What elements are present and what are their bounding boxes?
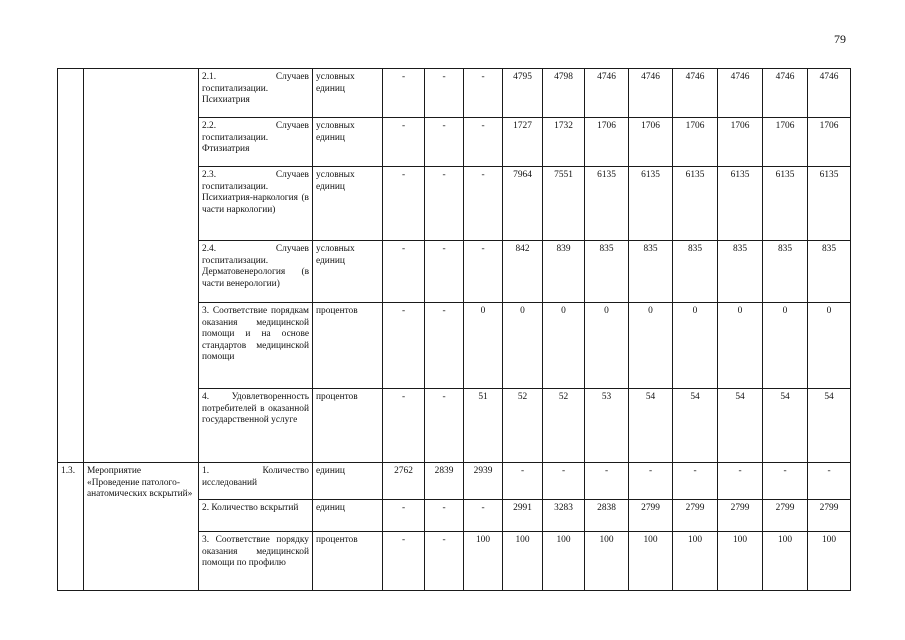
indicator-cell: 2.3. Случаев госпитализации. Психиатрия-наркология (в части наркологии): [199, 167, 313, 241]
value-cell: 6135: [629, 167, 673, 241]
value-cell: -: [425, 303, 464, 389]
value-cell: 2799: [808, 500, 851, 532]
value-cell: 4746: [629, 69, 673, 118]
value-cell: -: [464, 500, 503, 532]
value-cell: 6135: [585, 167, 629, 241]
value-cell: 1706: [808, 118, 851, 167]
value-cell: 835: [585, 241, 629, 303]
value-cell: 4746: [718, 69, 763, 118]
value-cell: 0: [808, 303, 851, 389]
value-cell: 7964: [503, 167, 543, 241]
unit-cell: условных единиц: [313, 167, 383, 241]
indicator-cell: 2.4. Случаев госпитализации. Дерматовенерология (в части венерологии): [199, 241, 313, 303]
value-cell: 4746: [673, 69, 718, 118]
value-cell: 835: [718, 241, 763, 303]
value-cell: 0: [543, 303, 585, 389]
value-cell: 1706: [763, 118, 808, 167]
unit-cell: процентов: [313, 532, 383, 591]
value-cell: 100: [543, 532, 585, 591]
value-cell: 4746: [585, 69, 629, 118]
unit-cell: условных единиц: [313, 69, 383, 118]
value-cell: 835: [763, 241, 808, 303]
unit-cell: единиц: [313, 463, 383, 500]
value-cell: 54: [673, 389, 718, 463]
value-cell: 2991: [503, 500, 543, 532]
unit-cell: условных единиц: [313, 241, 383, 303]
value-cell: -: [629, 463, 673, 500]
value-cell: 0: [629, 303, 673, 389]
value-cell: 0: [585, 303, 629, 389]
value-cell: 1727: [503, 118, 543, 167]
value-cell: -: [425, 167, 464, 241]
value-cell: -: [383, 532, 425, 591]
value-cell: 52: [543, 389, 585, 463]
unit-cell: единиц: [313, 500, 383, 532]
value-cell: 1706: [629, 118, 673, 167]
value-cell: 51: [464, 389, 503, 463]
value-cell: 835: [673, 241, 718, 303]
value-cell: 4746: [763, 69, 808, 118]
value-cell: 54: [808, 389, 851, 463]
value-cell: 4798: [543, 69, 585, 118]
value-cell: -: [425, 69, 464, 118]
value-cell: -: [383, 389, 425, 463]
value-cell: 100: [464, 532, 503, 591]
value-cell: -: [383, 500, 425, 532]
value-cell: 52: [503, 389, 543, 463]
value-cell: 0: [718, 303, 763, 389]
value-cell: 54: [629, 389, 673, 463]
value-cell: 54: [718, 389, 763, 463]
value-cell: -: [383, 118, 425, 167]
value-cell: -: [808, 463, 851, 500]
indicator-cell: 3. Соответствие порядкам оказания медицинской помощи и на основе стандартов медицинской помощи: [199, 303, 313, 389]
value-cell: 842: [503, 241, 543, 303]
unit-cell: процентов: [313, 303, 383, 389]
value-cell: 1706: [718, 118, 763, 167]
value-cell: -: [464, 69, 503, 118]
value-cell: 2799: [763, 500, 808, 532]
value-cell: 0: [503, 303, 543, 389]
value-cell: 839: [543, 241, 585, 303]
value-cell: 100: [718, 532, 763, 591]
value-cell: 2839: [425, 463, 464, 500]
indicator-cell: 2.1. Случаев госпитализации. Психиатрия: [199, 69, 313, 118]
value-cell: 6135: [718, 167, 763, 241]
value-cell: -: [383, 167, 425, 241]
value-cell: -: [425, 500, 464, 532]
value-cell: 2799: [629, 500, 673, 532]
value-cell: 6135: [808, 167, 851, 241]
value-cell: 7551: [543, 167, 585, 241]
value-cell: -: [718, 463, 763, 500]
page-number: 79: [834, 32, 846, 46]
value-cell: 100: [503, 532, 543, 591]
value-cell: -: [383, 303, 425, 389]
value-cell: 1732: [543, 118, 585, 167]
value-cell: 1706: [585, 118, 629, 167]
value-cell: -: [425, 389, 464, 463]
value-cell: 0: [464, 303, 503, 389]
value-cell: -: [383, 69, 425, 118]
value-cell: -: [763, 463, 808, 500]
value-cell: 835: [629, 241, 673, 303]
table-row: [58, 69, 851, 118]
value-cell: 0: [673, 303, 718, 389]
value-cell: 2762: [383, 463, 425, 500]
value-cell: 3283: [543, 500, 585, 532]
activity-cell: [84, 69, 199, 463]
value-cell: 100: [808, 532, 851, 591]
indicator-cell: 4. Удовлетворенность потребителей в оказанной государственной услуге: [199, 389, 313, 463]
value-cell: 835: [808, 241, 851, 303]
table-row: [58, 463, 851, 500]
indicator-cell: 3. Соответствие порядку оказания медицинской помощи по профилю: [199, 532, 313, 591]
value-cell: 0: [763, 303, 808, 389]
value-cell: -: [673, 463, 718, 500]
unit-cell: процентов: [313, 389, 383, 463]
value-cell: -: [464, 118, 503, 167]
activity-cell: Мероприятие «Проведение патолого-анатомических вскрытий»: [84, 463, 199, 591]
value-cell: 100: [629, 532, 673, 591]
value-cell: 53: [585, 389, 629, 463]
value-cell: 2799: [718, 500, 763, 532]
value-cell: 4795: [503, 69, 543, 118]
value-cell: 4746: [808, 69, 851, 118]
value-cell: 100: [673, 532, 718, 591]
indicator-cell: 2. Количество вскрытий: [199, 500, 313, 532]
value-cell: 2799: [673, 500, 718, 532]
value-cell: -: [543, 463, 585, 500]
value-cell: -: [425, 118, 464, 167]
value-cell: 2939: [464, 463, 503, 500]
value-cell: 100: [585, 532, 629, 591]
value-cell: 6135: [673, 167, 718, 241]
value-cell: 100: [763, 532, 808, 591]
row-number-cell: [58, 69, 84, 463]
value-cell: -: [383, 241, 425, 303]
value-cell: -: [464, 241, 503, 303]
row-number-cell: 1.3.: [58, 463, 84, 591]
indicator-cell: 2.2. Случаев госпитализации. Фтизиатрия: [199, 118, 313, 167]
value-cell: -: [425, 532, 464, 591]
value-cell: 54: [763, 389, 808, 463]
value-cell: 1706: [673, 118, 718, 167]
value-cell: 2838: [585, 500, 629, 532]
unit-cell: условных единиц: [313, 118, 383, 167]
value-cell: -: [464, 167, 503, 241]
value-cell: -: [425, 241, 464, 303]
value-cell: -: [503, 463, 543, 500]
value-cell: 6135: [763, 167, 808, 241]
value-cell: -: [585, 463, 629, 500]
indicator-table: [57, 68, 851, 591]
indicator-cell: 1. Количество исследований: [199, 463, 313, 500]
